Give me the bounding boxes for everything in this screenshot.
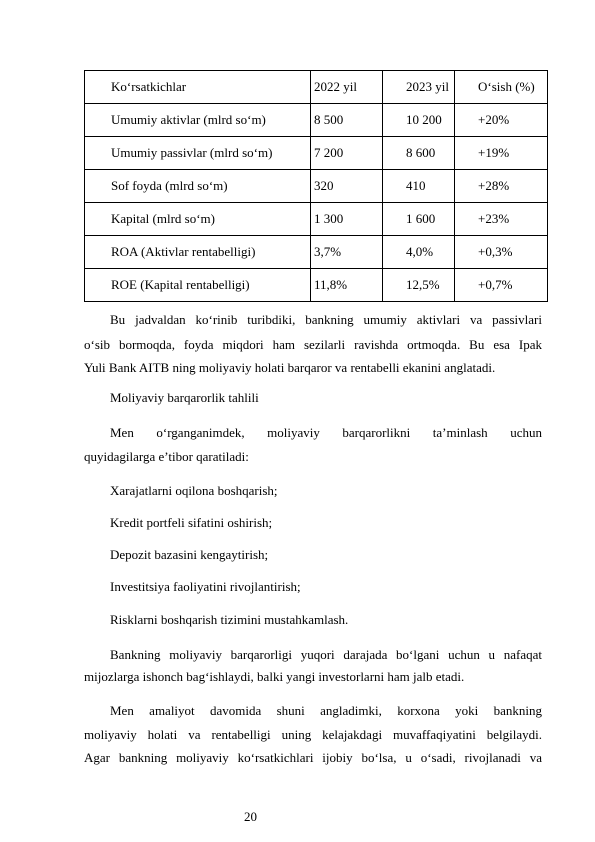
section-heading: Moliyaviy barqarorlik tahlili — [110, 390, 259, 405]
paragraph-line: mijozlarga ishonch bag‘ishlaydi, balki yangi investorlarni ham jalb etadi. — [84, 669, 465, 684]
table-cell: +19% — [455, 137, 548, 170]
table-cell: 1 600 — [383, 203, 455, 236]
list-item: Kredit portfeli sifatini oshirish; — [110, 515, 273, 530]
table-cell: 3,7% — [311, 236, 383, 269]
table-cell: 10 200 — [383, 104, 455, 137]
table-cell: +0,7% — [455, 269, 548, 302]
header-cell: O‘sish (%) — [455, 71, 548, 104]
table-cell: +0,3% — [455, 236, 548, 269]
table-row — [85, 269, 548, 302]
table-cell: ROE (Kapital rentabelligi) — [85, 269, 311, 302]
table-row — [85, 236, 548, 269]
table-cell: 1 300 — [311, 203, 383, 236]
paragraph-line: Yuli Bank AITB ning moliyaviy holati barqaror va rentabelli ekanini anglatadi. — [84, 360, 496, 375]
list-item: Risklarni boshqarish tizimini mustahkamlash. — [110, 612, 349, 627]
paragraph-line: moliyaviy holati va rentabelligi uning kelajakdagi muvaffaqiyatini belgilaydi. — [84, 727, 542, 742]
table-cell: +23% — [455, 203, 548, 236]
paragraph-line: Bu jadvaldan ko‘rinib turibdiki, bankning umumiy aktivlari va passivlari — [110, 312, 542, 327]
financial-indicators-table — [84, 70, 548, 302]
table-cell: +28% — [455, 170, 548, 203]
paragraph-line: Men amaliyot davomida shuni angladimki, korxona yoki bankning — [110, 703, 542, 718]
table-cell: +20% — [455, 104, 548, 137]
table-row — [85, 203, 548, 236]
table-cell: Umumiy passivlar (mlrd so‘m) — [85, 137, 311, 170]
list-item: Depozit bazasini kengaytirish; — [110, 547, 269, 562]
table-cell: 8 600 — [383, 137, 455, 170]
header-cell: Ko‘rsatkichlar — [85, 71, 311, 104]
table-cell: Kapital (mlrd so‘m) — [85, 203, 311, 236]
paragraph-line: quyidagilarga e’tibor qaratiladi: — [84, 449, 249, 464]
page-number: 20 — [244, 809, 257, 824]
list-item: Xarajatlarni oqilona boshqarish; — [110, 483, 278, 498]
table-cell: Umumiy aktivlar (mlrd so‘m) — [85, 104, 311, 137]
table-cell: 7 200 — [311, 137, 383, 170]
table-cell: 8 500 — [311, 104, 383, 137]
header-cell: 2022 yil — [311, 71, 383, 104]
table-header-row — [85, 71, 548, 104]
table-cell: 320 — [311, 170, 383, 203]
header-cell: 2023 yil — [383, 71, 455, 104]
table-row — [85, 137, 548, 170]
table-cell: 410 — [383, 170, 455, 203]
paragraph-line: Bankning moliyaviy barqarorligi yuqori darajada bo‘lgani uchun u nafaqat — [110, 647, 542, 662]
table-cell: 11,8% — [311, 269, 383, 302]
paragraph-line: o‘sib bormoqda, foyda miqdori ham sezilarli ravishda ortmoqda. Bu esa Ipak — [84, 337, 542, 352]
table-cell: 4,0% — [383, 236, 455, 269]
list-item: Investitsiya faoliyatini rivojlantirish; — [110, 579, 301, 594]
table-cell: 12,5% — [383, 269, 455, 302]
table-row — [85, 104, 548, 137]
paragraph-line: Agar bankning moliyaviy ko‘rsatkichlari ijobiy bo‘lsa, u o‘sadi, rivojlanadi va — [84, 750, 542, 765]
paragraph-line: Men o‘rganganimdek, moliyaviy barqarorlikni ta’minlash uchun — [110, 425, 542, 440]
table-cell: ROA (Aktivlar rentabelligi) — [85, 236, 311, 269]
table-cell: Sof foyda (mlrd so‘m) — [85, 170, 311, 203]
table-row — [85, 170, 548, 203]
